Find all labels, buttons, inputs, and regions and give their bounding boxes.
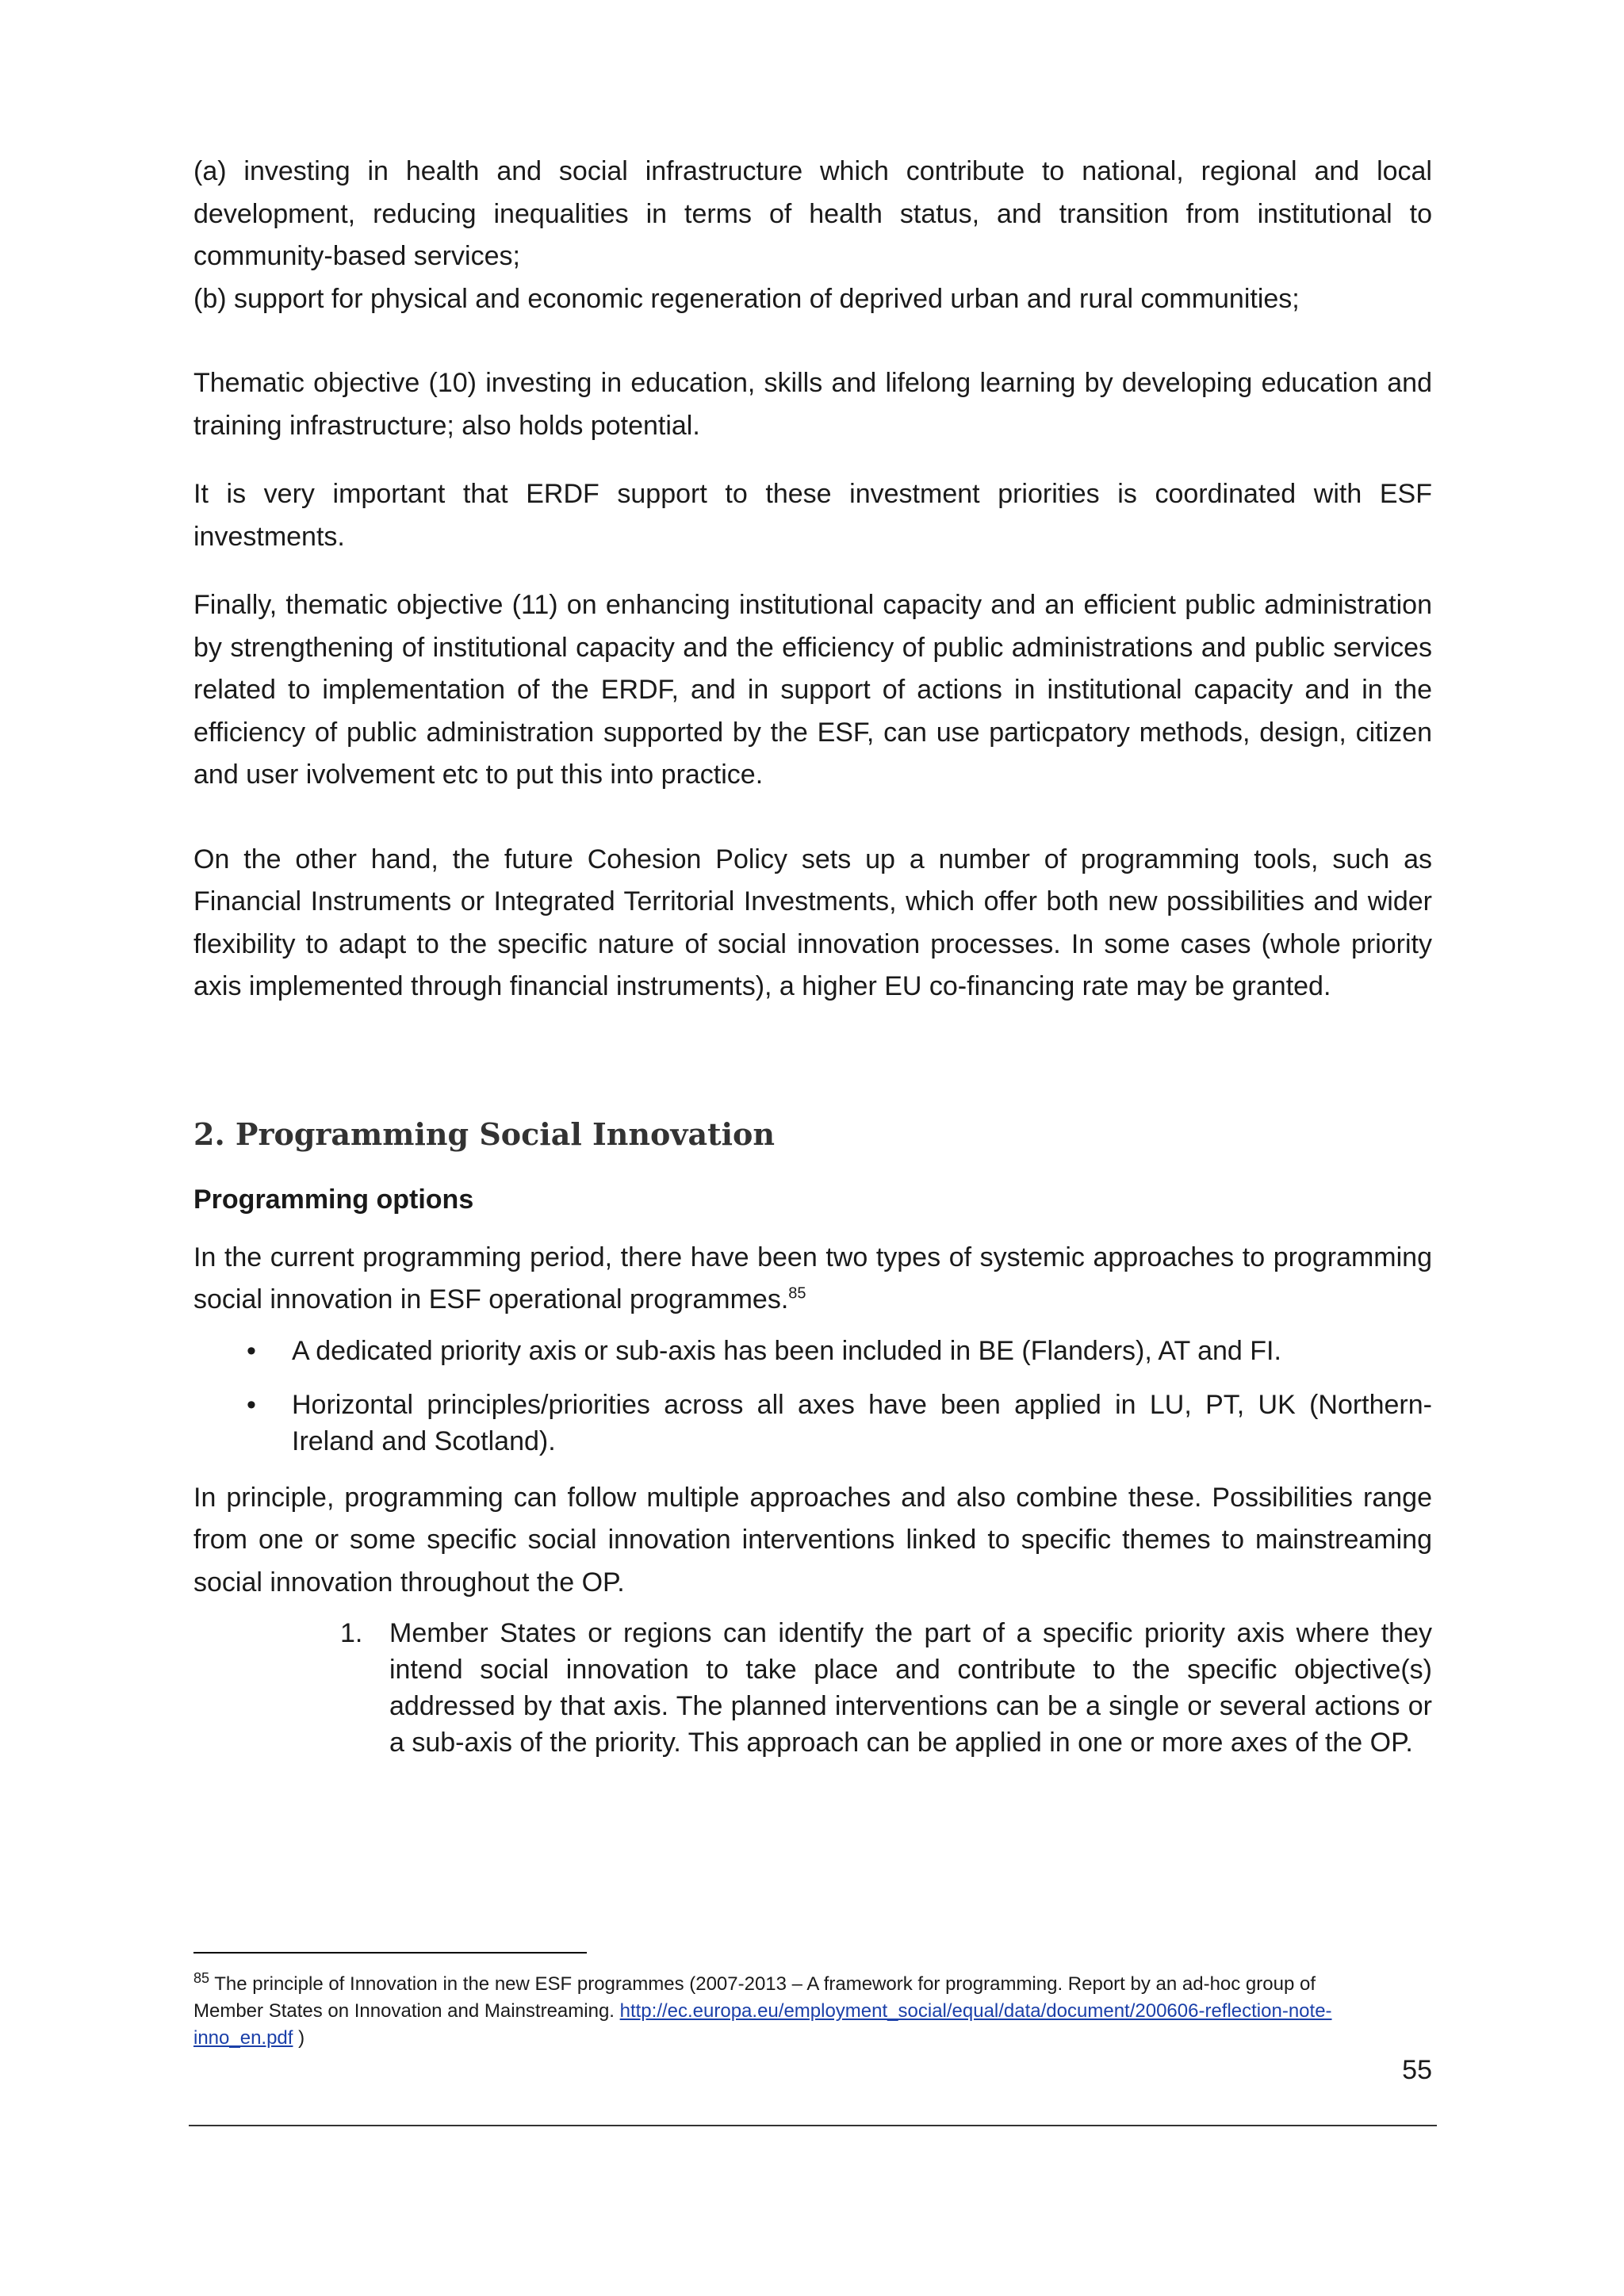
footnote-number: 85: [193, 1970, 210, 1986]
footnote-link[interactable]: http://ec.europa.eu/employment_social/equal/data/document/200606-reflection-note-inno_en.pdf: [193, 2000, 1332, 2049]
section-heading: 2. Programming Social Innovation: [193, 1115, 776, 1152]
page-number: 55: [1402, 2055, 1432, 2085]
list-item: [193, 1387, 1432, 1460]
intro-text: In the current programming period, there have been two types of systemic approaches to programming social innovation in ESF operational programmes.: [193, 1242, 1432, 1314]
paragraph-thematic-objective-11: Finally, thematic objective (11) on enhancing institutional capacity and an efficient public administration by strengthening of institutional capacity and the efficiency of public administrations and public services related to implementation of the ERDF, and in support of actions in institutional capacity and in the efficiency of public administration supported by the ESF, can use particpatory methods, design, citizen and user ivolvement etc to put this into practice.: [193, 590, 1432, 790]
list-item-text: Horizontal principles/priorities across all axes have been applied in LU, PT, UK (Northern-Ireland and Scotland).: [292, 1389, 1432, 1456]
approaches-list: [193, 1333, 1432, 1460]
bullet-icon: •: [247, 1335, 256, 1366]
paragraph-in-principle: In principle, programming can follow multiple approaches and also combine these. Possibilities range from one or some specific social innovation interventions linked to specific themes to mainstreaming social innovation throughout the OP.: [193, 1482, 1432, 1598]
subheading-programming-options: Programming options: [193, 1184, 474, 1215]
footer-divider: [189, 2125, 1437, 2126]
paragraph-cohesion-policy: On the other hand, the future Cohesion Policy sets up a number of programming tools, such as Financial Instruments or Integrated Territorial Investments, which offer both new possibilities and wider flexibility to adapt to the specific nature of social innovation processes. In some cases (whole priority axis implemented through financial instruments), a higher EU co-financing rate may be granted.: [193, 844, 1432, 1001]
footnote-reference[interactable]: 85: [788, 1284, 806, 1303]
numbered-item-text: Member States or regions can identify the part of a specific priority axis where they intend social innovation to take place and contribute to the specific objective(s) addressed by that axis. The planned interventions can be a single or several actions or a sub-axis of the priority. This approach can be applied in one or more axes of the OP.: [389, 1618, 1432, 1758]
paragraph-intro: [193, 1237, 1432, 1322]
footnote: [193, 1971, 1383, 2052]
numbered-list: [193, 1615, 1432, 1761]
item-number: 1.: [340, 1618, 363, 1648]
page-body: [193, 151, 1432, 1761]
paragraph-health-infrastructure: (a) investing in health and social infrastructure which contribute to national, regional and local development, reducing inequalities in terms of health status, and transition from institutional to community-based services;: [193, 156, 1432, 271]
footnote-text: The principle of Innovation in the new ESF programmes (2007-2013 – A framework for programming. Report by an ad-hoc group of Member States on Innovation and Mainstreaming.: [193, 1973, 1316, 2022]
paragraph-thematic-objective-10: Thematic objective (10) investing in education, skills and lifelong learning by developing education and training infrastructure; also holds potential.: [193, 368, 1432, 441]
footnote-closing: ): [298, 2027, 305, 2049]
paragraph-erdf-coordination: It is very important that ERDF support to these investment priorities is coordinated with ESF investments.: [193, 479, 1432, 552]
list-item: [193, 1333, 1432, 1369]
list-item-text: A dedicated priority axis or sub-axis has been included in BE (Flanders), AT and FI.: [292, 1335, 1281, 1366]
paragraph-regeneration: (b) support for physical and economic regeneration of deprived urban and rural communities;: [193, 283, 1300, 314]
numbered-item: [193, 1615, 1432, 1761]
bullet-icon: •: [247, 1389, 256, 1420]
footnote-divider: [193, 1952, 587, 1954]
